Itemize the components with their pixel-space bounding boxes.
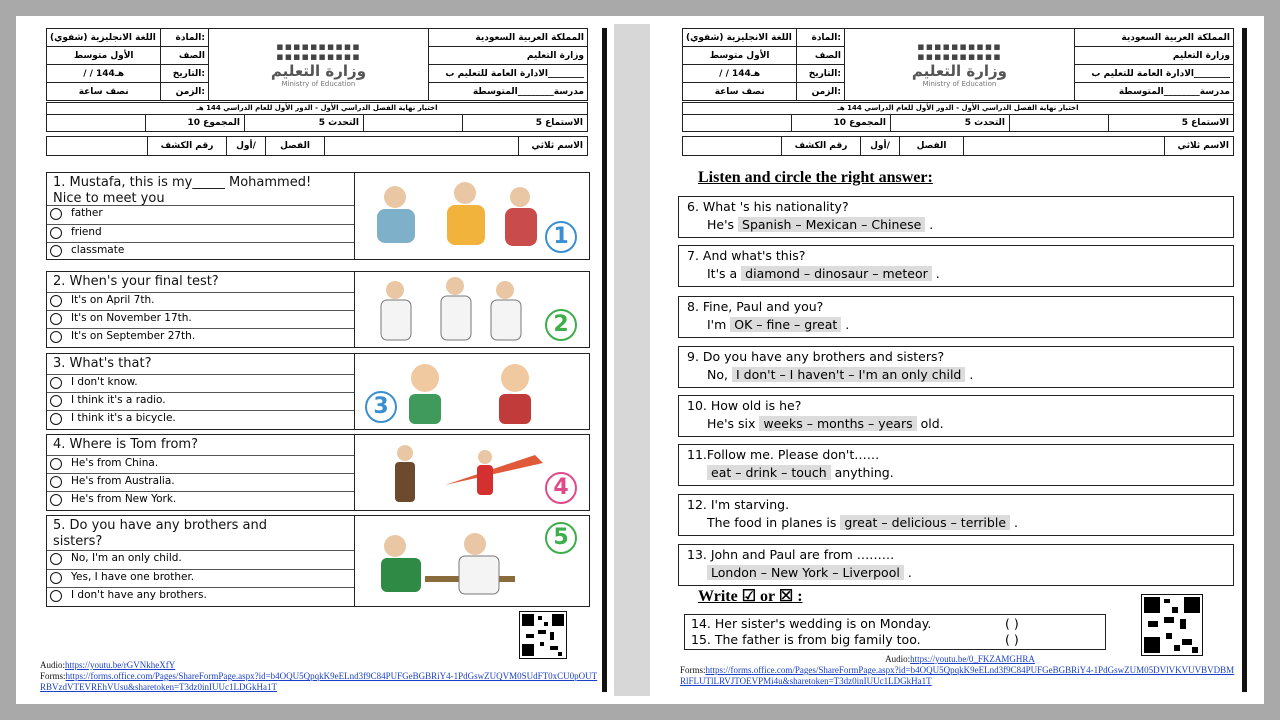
question-12 [678,494,1234,536]
answer-6-line: He's Spanish – Mexican – Chinese . [707,217,934,232]
name-table [46,136,588,156]
question-2-text: 2. When's your final test? [53,274,219,289]
write-section-title: Write ☑ or ☒ : [698,588,803,605]
option-2c[interactable]: It's on September 27th. [47,328,355,346]
answer-6-choices[interactable]: Spanish – Mexican – Chinese [738,217,925,232]
answer-9-choices[interactable]: I don't – I haven't – I'm an only child [732,367,965,382]
picture-2 [354,271,590,348]
date-value: / / 144هـ [683,65,797,83]
qr-pattern [1142,595,1202,655]
listening-score: الاستماع 5 [463,115,588,132]
option-5b[interactable]: Yes, I have one brother. [47,569,355,587]
question-11-text: 11.Follow me. Please don't…… [687,447,880,462]
right-links [680,654,1240,687]
radio-circle-icon[interactable] [50,590,62,602]
answer-8-line: I'm OK – fine – great . [707,317,850,332]
subject-label: المادة: [161,29,209,47]
question-1 [46,172,356,260]
forms-label: Forms: [40,671,66,681]
grade-value: الأول متوسط [47,47,161,65]
question-6-text: 6. What 's his nationality? [687,199,849,214]
answer-9-line: No, I don't – I haven't – I'm an only child . [707,367,974,382]
seat-label: رقم الكشف [148,137,227,156]
question-13-text: 13. John and Paul are from ……… [687,547,895,562]
radio-circle-icon[interactable] [50,313,62,325]
radio-circle-icon[interactable] [50,208,62,220]
option-3c[interactable]: I think it's a bicycle. [47,410,355,428]
logo-english: Ministry of Education [922,79,997,88]
listening-score: الاستماع 5 [1109,115,1234,132]
kingdom-label: المملكة العربية السعودية [1074,29,1233,47]
ministry-logo [844,29,1074,101]
name-label: الاسم ثلاثي [519,137,588,156]
picture-number-4: 4 [545,472,577,504]
audio-link[interactable]: https://youtu.be/rGVNkheXfY [65,660,176,670]
radio-circle-icon[interactable] [50,476,62,488]
ministry-logo [208,29,428,101]
true-false-box [684,614,1106,650]
picture-5 [354,515,590,607]
option-4b[interactable]: He's from Australia. [47,473,355,491]
grade-label: الصف [161,47,209,65]
subject-label: المادة: [797,29,845,47]
speaking-score: التحدث 5 [245,115,364,132]
logo-dots-icon: ▪▪▪▪▪▪▪▪▪▪ ▪▪▪▪▪▪▪▪▪▪ [276,39,361,63]
listening-section-title: Listen and circle the right answer: [698,169,933,186]
scores-table [682,114,1234,132]
question-6 [678,196,1234,238]
question-10 [678,395,1234,437]
question-4 [46,434,356,511]
question-8 [678,296,1234,338]
time-value: نصف ساعة [47,83,161,101]
logo-arabic: وزارة التعليم [911,61,1007,80]
class-value: أول/ [227,137,266,156]
page-gutter [614,24,650,696]
option-3b[interactable]: I think it's a radio. [47,392,355,410]
left-worksheet-page [26,26,608,694]
answer-13-choices[interactable]: London – New York – Liverpool [707,565,904,580]
question-11 [678,444,1234,486]
statement-15: 15. The father is from big family too. [691,632,921,647]
kingdom-label: المملكة العربية السعودية [428,29,587,47]
question-9 [678,346,1234,388]
time-label: الزمن: [161,83,209,101]
name-table [682,136,1234,156]
picture-number-5: 5 [545,522,577,554]
answer-14-paren[interactable]: ( ) [1005,616,1019,631]
radio-circle-icon[interactable] [50,458,62,470]
subject-value: اللغة الانجليزية (شفوي) [47,29,161,47]
option-1c[interactable]: classmate [47,242,355,260]
class-value: أول/ [861,137,900,156]
right-page-edge [1242,28,1247,692]
speaking-score: التحدث 5 [891,115,1010,132]
picture-4 [354,434,590,511]
radio-circle-icon[interactable] [50,395,62,407]
answer-10-line: He's six weeks – months – years old. [707,416,944,431]
radio-circle-icon[interactable] [50,553,62,565]
question-8-text: 8. Fine, Paul and you? [687,299,824,314]
option-4a[interactable]: He's from China. [47,455,355,473]
grade-label: الصف [797,47,845,65]
question-7 [678,245,1234,287]
option-3a[interactable]: I don't know. [47,374,355,392]
answer-12-line: The food in planes is great – delicious – terrible . [707,515,1018,530]
right-qr-code-icon[interactable] [1141,594,1203,656]
picture-1 [354,172,590,260]
exam-title: اختبار نهاية الفصل الدراسي الأول - الدور الأول للعام الدراسي 144 هـ [46,102,588,114]
scores-table [46,114,588,132]
logo-dots-icon: ▪▪▪▪▪▪▪▪▪▪ ▪▪▪▪▪▪▪▪▪▪ [917,39,1002,63]
slide-frame [16,16,1264,704]
question-1-text: 1. Mustafa, this is my_____ Mohammed! Nice to meet you [53,175,312,206]
answer-7-choices[interactable]: diamond – dinosaur – meteor [741,266,932,281]
radio-circle-icon[interactable] [50,227,62,239]
answer-11-line: eat – drink – touch anything. [707,465,894,480]
radio-circle-icon[interactable] [50,295,62,307]
class-label: الفصل [900,137,964,156]
question-7-text: 7. And what's this? [687,248,806,263]
option-5c[interactable]: I don't have any brothers. [47,587,355,605]
directorate-label: الادارة العامة للتعليم ب________ [428,65,587,83]
grade-value: الأول متوسط [683,47,797,65]
exam-title: اختبار نهاية الفصل الدراسي الأول - الدور الأول للعام الدراسي 144 هـ [682,102,1234,114]
picture-number-3: 3 [365,391,397,423]
date-label: التاريخ: [797,65,845,83]
option-1a[interactable]: father [47,205,355,223]
question-12-text: 12. I'm starving. [687,497,790,512]
answer-11-choices[interactable]: eat – drink – touch [707,465,831,480]
picture-number-1: 1 [545,221,577,253]
question-4-text: 4. Where is Tom from? [53,437,198,452]
class-label: الفصل [266,137,325,156]
question-3 [46,353,356,430]
time-label: الزمن: [797,83,845,101]
logo-english: Ministry of Education [281,79,356,88]
option-2b[interactable]: It's on November 17th. [47,310,355,328]
radio-circle-icon[interactable] [50,245,62,257]
forms-link[interactable]: https://forms.office.com/Pages/ShareFormPage.aspx?id=b4OQU5QpqkK9eELnd3f9C84PUFGeBGBRiY4-1PdGswZUQVM0SUdFT0xCU0pOUTRBVzdVTEVREhVUsu&sharetoken=T3dz0inIUUc1LDGkHa1T [40,671,598,692]
qr-pattern [520,612,566,658]
total-score: المجموع 10 [146,115,245,132]
forms-link[interactable]: https://forms.office.com/Pages/ShareFormPage.aspx?id=b4OQU5QpqkK9eELnd3f9C84PUFGeBGBRiY4-1PdGswZUM05DVlVKVUVBVDBMRlFLUTlLRVJTOEVPMi4u&sharetoken=T3dz0inIUUc1LDGkHa1T [680,665,1235,686]
left-header-table [46,28,588,101]
option-1b[interactable]: friend [47,224,355,242]
audio-label: Audio: [40,660,66,670]
seat-label: رقم الكشف [782,137,861,156]
time-value: نصف ساعة [683,83,797,101]
right-header-table [682,28,1234,101]
question-3-text: 3. What's that? [53,356,152,371]
radio-circle-icon[interactable] [50,572,62,584]
radio-circle-icon[interactable] [50,494,62,506]
left-qr-code-icon[interactable] [519,611,567,659]
answer-10-choices[interactable]: weeks – months – years [759,416,916,431]
answer-13-line: London – New York – Liverpool . [707,565,912,580]
answer-8-choices[interactable]: OK – fine – great [730,317,841,332]
right-worksheet-page [672,26,1244,694]
radio-circle-icon[interactable] [50,377,62,389]
audio-link[interactable]: https://youtu.be/0_FKZAMGHRA [910,654,1035,664]
date-label: التاريخ: [161,65,209,83]
date-value: / / 144هـ [47,65,161,83]
answer-15-paren[interactable]: ( ) [1005,632,1019,647]
name-label: الاسم ثلاثي [1165,137,1234,156]
statement-14: 14. Her sister's wedding is on Monday. [691,616,932,631]
answer-12-choices[interactable]: great – delicious – terrible [840,515,1010,530]
question-13 [678,544,1234,586]
question-5 [46,515,356,607]
option-2a[interactable]: It's on April 7th. [47,292,355,310]
total-score: المجموع 10 [792,115,891,132]
question-2 [46,271,356,348]
picture-3 [354,353,590,430]
question-9-text: 9. Do you have any brothers and sisters? [687,349,945,364]
ministry-label: وزارة التعليم [428,47,587,65]
school-label: مدرسة________المتوسطة [428,83,587,101]
ministry-label: وزارة التعليم [1074,47,1233,65]
answer-7-line: It's a diamond – dinosaur – meteor . [707,266,940,281]
subject-value: اللغة الانجليزية (شفوي) [683,29,797,47]
option-4c[interactable]: He's from New York. [47,491,355,509]
left-links [40,660,600,693]
audio-label: Audio: [885,654,911,664]
school-label: مدرسة________المتوسطة [1074,83,1233,101]
logo-arabic: وزارة التعليم [270,61,367,80]
left-page-edge [602,28,607,692]
question-10-text: 10. How old is he? [687,398,802,413]
question-5-text: 5. Do you have any brothers and sisters? [53,518,268,549]
radio-circle-icon[interactable] [50,331,62,343]
radio-circle-icon[interactable] [50,413,62,425]
forms-label: Forms: [680,665,706,675]
directorate-label: الادارة العامة للتعليم ب________ [1074,65,1233,83]
option-5a[interactable]: No, I'm an only child. [47,550,355,568]
picture-number-2: 2 [545,309,577,341]
